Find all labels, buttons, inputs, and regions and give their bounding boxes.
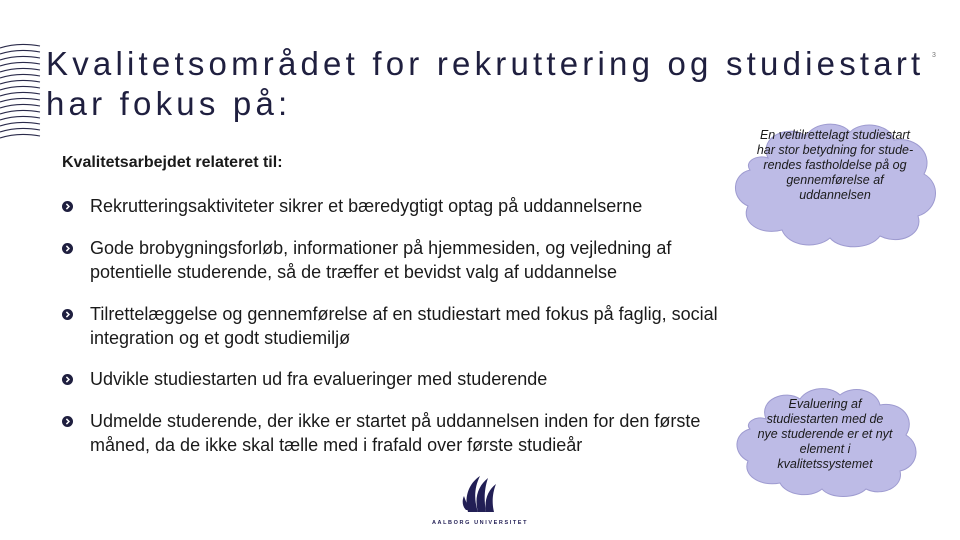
chevron-right-circle-icon xyxy=(62,416,73,427)
bullet-text: Rekrutteringsaktiviteter sikrer et bæredygtigt optag på uddannelserne xyxy=(90,196,643,216)
slide-title: Kvalitetsområdet for rekruttering og studiestart har fokus på: xyxy=(46,45,925,122)
list-item xyxy=(62,236,752,284)
list-item xyxy=(62,367,752,391)
bullet-text: Gode brobygningsforløb, informationer på hjemmesiden, og vejledning af potentielle studerende, så de træffer et bevidst valg af uddannelse xyxy=(90,238,672,282)
bullet-text: Udvikle studiestarten ud fra evalueringer med studerende xyxy=(90,369,548,389)
chevron-right-circle-icon xyxy=(62,243,73,254)
bullet-text: Tilrettelæggelse og gennemførelse af en studiestart med fokus på faglig, social integration og et godt studiemiljø xyxy=(90,304,718,348)
callout-cloud xyxy=(728,118,942,248)
logo-mark-icon xyxy=(428,470,532,518)
callout-text: Evaluering af studiestarten med de nye studerende er et nyt element i kvalitetssystemet xyxy=(757,397,893,471)
section-subheading: Kvalitetsarbejdet relateret til: xyxy=(62,154,283,171)
chevron-right-circle-icon xyxy=(62,374,73,385)
list-item xyxy=(62,194,752,218)
page-number: 3 xyxy=(932,52,936,59)
callout-text: En veltilrettelagt studiestart har stor betydning for stude-rendes fastholdelse på og gennemførelse af uddannelsen xyxy=(756,128,914,202)
logo-text: AALBORG UNIVERSITET xyxy=(431,520,529,526)
aalborg-university-logo xyxy=(428,470,532,532)
list-item xyxy=(62,409,752,457)
callout-cloud xyxy=(730,385,920,497)
bullet-text: Udmelde studerende, der ikke er startet på uddannelsen inden for den første måned, da de ikke skal tælle med i frafald over første studieår xyxy=(90,411,701,455)
decorative-wave-lines xyxy=(0,40,44,150)
chevron-right-circle-icon xyxy=(62,309,73,320)
chevron-right-circle-icon xyxy=(62,201,73,212)
list-item xyxy=(62,302,752,350)
